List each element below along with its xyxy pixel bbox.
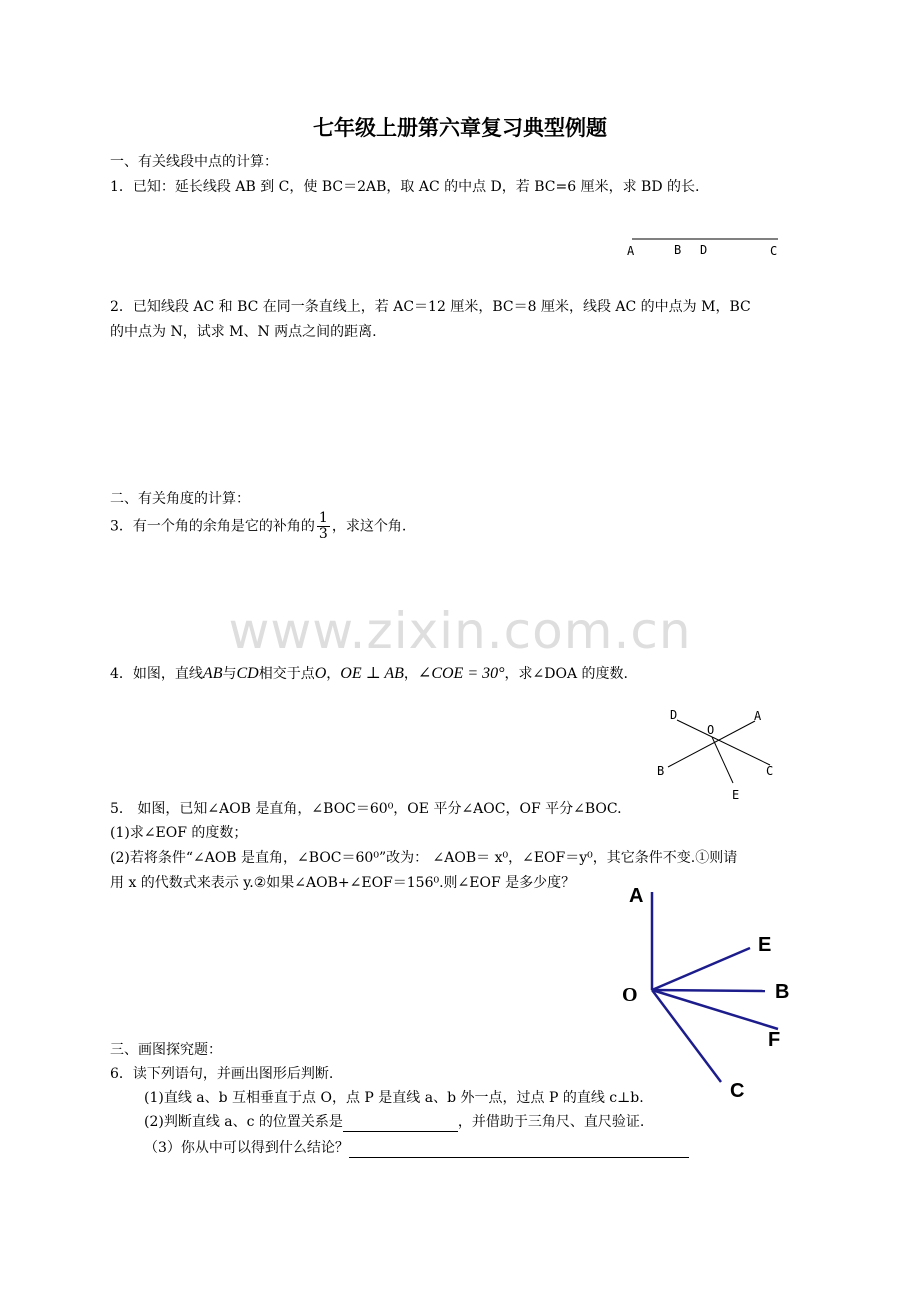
fig1-label-b: B (674, 243, 682, 257)
figure1-segment (620, 230, 790, 260)
fig3-label-f: F (768, 1029, 781, 1051)
line-dc (677, 720, 770, 765)
fig1-label-a: A (627, 244, 635, 258)
fig2-label-o: O (707, 723, 715, 737)
figure2-intersecting-lines (650, 705, 790, 805)
fig3-label-c: C (730, 1080, 745, 1102)
question-6-sub1: (1)直线 a、b 互相垂直于点 O，点 P 是直线 a、b 外一点，过点 P 的直线 c⊥b. (144, 1090, 644, 1106)
q4-mid: 相交于点 (258, 666, 315, 682)
fig2-label-b: B (657, 764, 665, 778)
question-2-line2: 的中点为 N，试求 M、N 两点之间的距离. (110, 324, 377, 340)
q4-text-post: ，求∠DOA 的度数. (504, 666, 628, 682)
q4-sep: ， (326, 666, 341, 682)
question-1: 1．已知：延长线段 AB 到 C，使 BC＝2AB，取 AC 的中点 D，若 BC=6 厘米，求 BD 的长. (110, 179, 700, 195)
fig2-label-d: D (670, 708, 678, 722)
fraction-numerator: 1 (318, 510, 328, 526)
fig1-label-d: D (700, 243, 708, 257)
q6-sub3-text: （3）你从中可以得到什么结论？ (144, 1140, 349, 1156)
question-6: 6．读下列语句，并画出图形后判断. (110, 1066, 334, 1082)
q4-perp: OE ⊥ AB (340, 665, 404, 682)
section2-heading: 二、有关角度的计算： (110, 491, 250, 507)
q4-text-pre: 4．如图，直线 (110, 666, 203, 682)
answer-blank-conclusion[interactable] (349, 1141, 689, 1158)
fig3-label-a: A (629, 885, 644, 907)
q4-with: 与 (222, 666, 237, 682)
q4-ab: AB (202, 665, 223, 682)
fig2-label-e: E (732, 788, 740, 802)
ray-oe (712, 737, 733, 783)
q4-sep2: ， (403, 666, 418, 682)
figure3-rays (610, 880, 800, 1110)
ray-oc (652, 990, 721, 1082)
fig3-label-e: E (758, 934, 772, 956)
q3-text-pre: 3．有一个角的余角是它的补角的 (110, 518, 315, 535)
fig1-label-c: C (770, 244, 778, 258)
q6-sub2-post: ，并借助于三角尺、直尺验证. (457, 1114, 645, 1130)
q4-cd: CD (236, 665, 259, 682)
question-5-sub2-line1: (2)若将条件“∠AOB 是直角，∠BOC＝60⁰”改为： ∠AOB＝ x⁰，∠EOF＝y⁰，其它条件不变.①则请 (110, 850, 738, 866)
answer-blank-position[interactable] (343, 1115, 458, 1132)
question-5-sub2-line2: 用 x 的代数式来表示 y.②如果∠AOB+∠EOF＝156⁰.则∠EOF 是多少度？ (110, 875, 576, 891)
section1-heading: 一、有关线段中点的计算： (110, 154, 278, 170)
question-5-sub1: (1)求∠EOF 的度数； (110, 825, 248, 841)
question-4 (110, 664, 628, 684)
question-6-sub2 (144, 1112, 644, 1132)
fig2-label-a: A (754, 709, 762, 723)
ray-ob (652, 990, 765, 991)
q4-o: O (314, 665, 327, 682)
ray-oe (652, 948, 750, 990)
watermark: www.zixin.com.cn (228, 602, 692, 660)
q3-text-post: ，求这个角. (331, 518, 407, 535)
question-2-line1: 2．已知线段 AC 和 BC 在同一条直线上，若 AC＝12 厘米，BC＝8 厘米，线段 AC 的中点为 M，BC (110, 299, 751, 315)
fraction-denominator: 3 (318, 526, 328, 542)
fig3-label-b: B (775, 981, 790, 1003)
fig2-label-c: C (766, 764, 774, 778)
q6-sub2-pre: (2)判断直线 a、c 的位置关系是 (144, 1114, 343, 1130)
ray-of (652, 990, 778, 1029)
question-6-sub3 (144, 1138, 689, 1158)
page-title: 七年级上册第六章复习典型例题 (313, 115, 607, 140)
fig3-label-o: O (622, 984, 638, 1006)
section3-heading: 三、画图探究题： (110, 1042, 222, 1058)
question-5-line1: 5． 如图，已知∠AOB 是直角，∠BOC＝60⁰，OE 平分∠AOC，OF 平分∠BOC. (110, 801, 622, 817)
question-3 (110, 511, 406, 542)
fraction-one-third (317, 511, 330, 542)
q4-angle: ∠COE = 30° (417, 665, 505, 682)
